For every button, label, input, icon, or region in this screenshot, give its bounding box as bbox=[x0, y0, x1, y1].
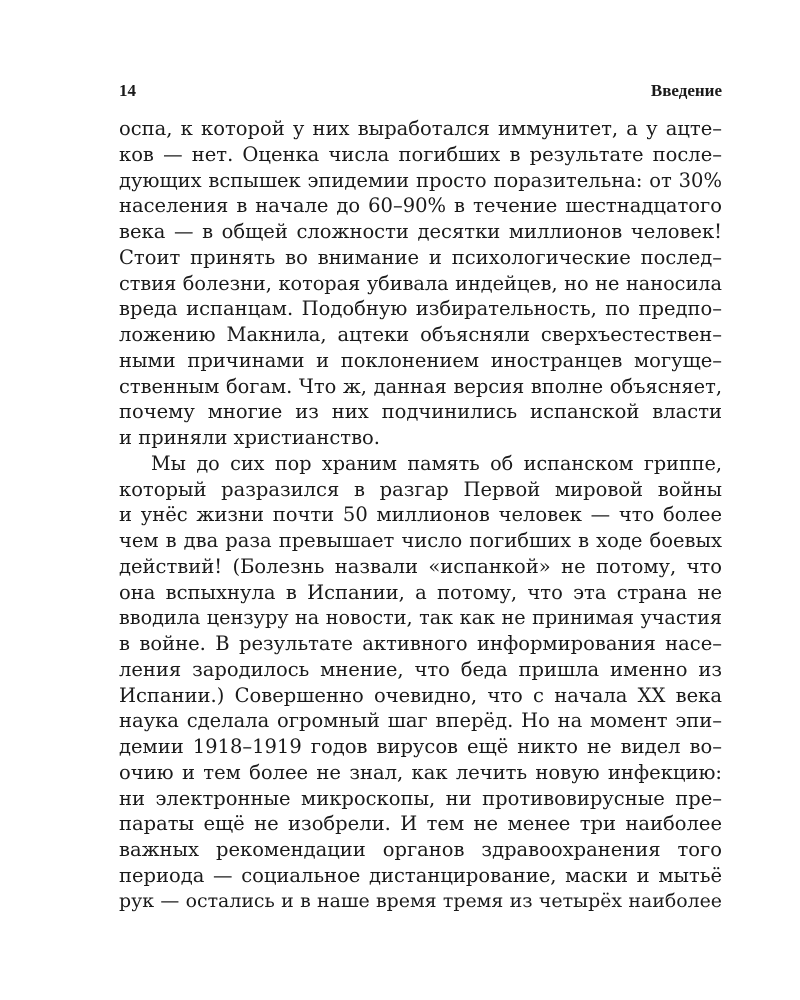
text-line: который разразился в разгар Первой мировой войны bbox=[119, 477, 722, 501]
text-line: ными причинами и поклонением иностранцев могуще– bbox=[119, 348, 722, 372]
text-line: ления зародилось мнение, что беда пришла именно из bbox=[119, 657, 722, 681]
text-line: ков — нет. Оценка числа погибших в результате после– bbox=[119, 142, 722, 166]
text-line: ни электронные микроскопы, ни противовирусные пре– bbox=[119, 786, 722, 810]
body-text bbox=[119, 116, 722, 914]
text-line: ствия болезни, которая убивала индейцев, но не наносила bbox=[119, 271, 722, 295]
paragraph-end-line: и приняли христианство. bbox=[119, 426, 380, 449]
text-line: в войне. В результате активного информирования насе– bbox=[119, 632, 722, 655]
text-line: действий! (Болезнь назвали «испанкой» не потому, что bbox=[119, 554, 722, 578]
page-number: 14 bbox=[119, 81, 136, 100]
text-line: дующих вспышек эпидемии просто поразительна: от 30% bbox=[119, 168, 722, 192]
text-line: она вспыхнула в Испании, а потому, что эта страна не bbox=[119, 580, 722, 604]
running-head bbox=[119, 80, 722, 102]
text-line: ственным богам. Что ж, данная версия вполне объясняет, bbox=[119, 374, 722, 398]
text-line: вводила цензуру на новости, так как не принимая участия bbox=[119, 606, 722, 630]
text-line: чем в два раза превышает число погибших в ходе боевых bbox=[119, 529, 722, 552]
text-line: периода — социальное дистанцирование, маски и мытьё bbox=[119, 863, 722, 887]
paragraph-start-line: Мы до сих пор храним память об испанском гриппе, bbox=[151, 451, 722, 475]
text-line: очию и тем более не знал, как лечить новую инфекцию: bbox=[119, 760, 722, 784]
text-line: ложению Макнила, ацтеки объясняли сверхъестествен– bbox=[119, 323, 722, 346]
text-line: Стоит принять во внимание и психологические послед– bbox=[119, 245, 722, 269]
text-line: демии 1918–1919 годов вирусов ещё никто не видел во– bbox=[119, 735, 722, 758]
text-line: параты ещё не изобрели. И тем не менее три наиболее bbox=[119, 812, 722, 836]
text-line: почему многие из них подчинились испанской власти bbox=[119, 400, 722, 424]
text-line: важных рекомендации органов здравоохранения того bbox=[119, 838, 722, 861]
text-line: и унёс жизни почти 50 миллионов человек — что более bbox=[119, 503, 722, 527]
text-line: оспа, к которой у них выработался иммунитет, а у ацте– bbox=[119, 117, 722, 140]
text-line: века — в общей сложности десятки миллионов человек! bbox=[119, 220, 722, 243]
text-line: населения в начале до 60–90% в течение шестнадцатого bbox=[119, 194, 722, 218]
text-line: Испании.) Совершенно очевидно, что с начала XX века bbox=[119, 683, 722, 707]
text-line: вреда испанцам. Подобную избирательность, по предпо– bbox=[119, 297, 722, 321]
chapter-title: Введение bbox=[650, 81, 722, 100]
text-line: рук — остались и в наше время тремя из четырёх наиболее bbox=[119, 889, 722, 912]
text-line: наука сделала огромный шаг вперёд. Но на момент эпи– bbox=[119, 709, 722, 733]
